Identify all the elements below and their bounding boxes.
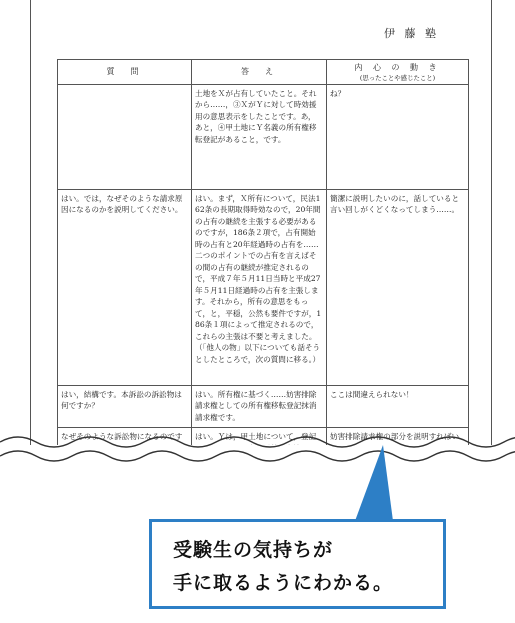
callout-line-2: 手に取るようにわかる。 (173, 572, 394, 594)
column-header-answer: 答 え (192, 60, 327, 85)
feeling-cell: ここは間違えられない！ (327, 385, 469, 428)
torn-edge-wave (0, 432, 515, 472)
column-header-question: 質 問 (58, 60, 192, 85)
feeling-cell: 簡潔に説明したいのに，話していると言い回しがくどくなってしまう……。 (327, 189, 469, 385)
feeling-cell: 妨害排除請求権の部分を説明すればい (327, 428, 469, 508)
table-header-row (58, 60, 469, 85)
callout-box (149, 519, 446, 609)
answer-cell: はい。まず，Ｘ所有について，民法162条の長期取得時効なので，20年間の占有の継続を主張する必要があるのですが，186条２項で，占有開始時の占有と20年経過時の占有を……二つのポイントでの占有を言えばその間の占有の継続が推定されるので，平成７年５月11日当時と平成27年５月11日経過時の占有を主張します。それから，所有の意思をもって，と，平穏，公然も要件ですが，186条１項によって推定されるので，これらの主張は不要と考えました。（「他人の物」以下についても話そうとしたところで，次の質問に移る。） (192, 189, 327, 385)
question-cell (58, 84, 192, 189)
question-cell: はい，結構です。本訴訟の訴訟物は何ですか？ (58, 385, 192, 428)
table-row (58, 189, 469, 385)
column-header-feeling: 内 心 の 動 き (思ったことや感じたこと) (327, 60, 469, 85)
table-row (58, 84, 469, 189)
question-cell: はい。では，なぜそのような請求原因になるのかを説明してください。 (58, 189, 192, 385)
callout-line-1: 受験生の気持ちが (173, 539, 334, 561)
question-cell: なぜそのような訴訟物になるのです (58, 428, 192, 508)
answer-cell: はい。Ｙは，甲土地について，登記 (192, 428, 327, 508)
feeling-cell: ね？ (327, 84, 469, 189)
table-row (58, 385, 469, 428)
header-school-name: 伊 藤 塾 (384, 27, 439, 40)
answer-cell: はい。所有権に基づく……妨害排除請求権としての所有権移転登記抹消請求権です。 (192, 385, 327, 428)
document-page (30, 0, 492, 470)
answer-cell: 土地をＸが占有していたこと。それから……，③ＸがＹに対して時効援用の意思表示をしたことです。あ，あと，④甲土地にＹ名義の所有権移転登記があること，です。 (192, 84, 327, 189)
